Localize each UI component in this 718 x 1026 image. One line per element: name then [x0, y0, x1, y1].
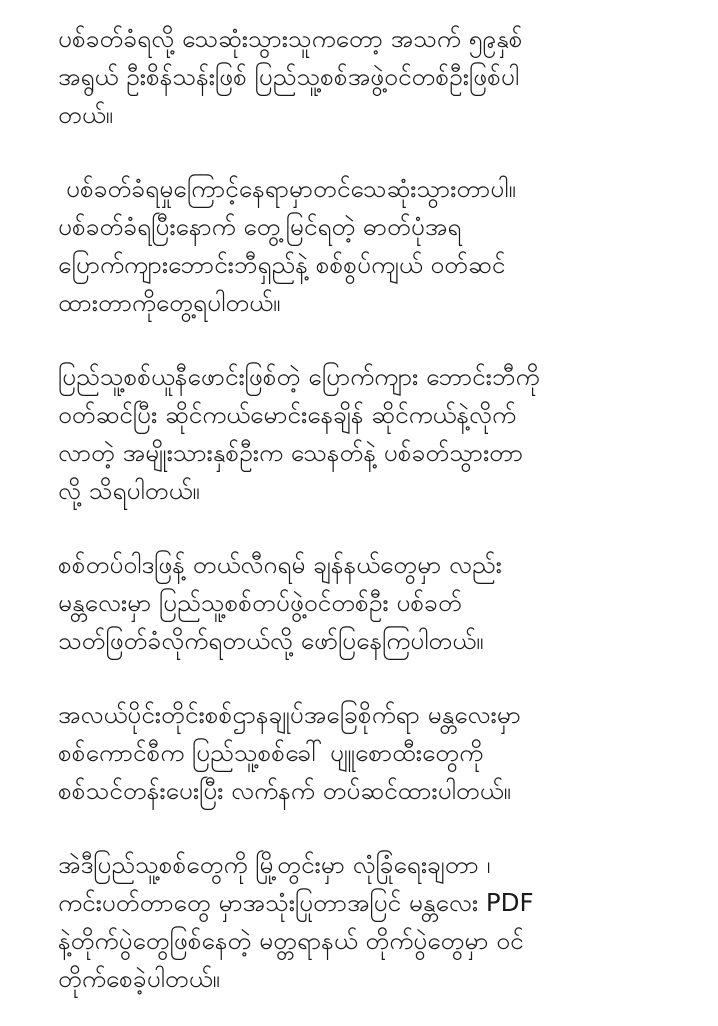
text-line: ကင်းပတ်တာတွေ မှာအသုံးပြုတာအပြင် မန္တလေး PDF — [58, 888, 534, 917]
paragraph-2 — [58, 170, 674, 322]
text-line: နဲ့တိုက်ပွဲတွေဖြစ်နေတဲ့ မတ္တရာနယ် တိုက်ပွဲတွေမှာ ဝင် — [58, 926, 524, 955]
text-line: ဝတ်ဆင်ပြီး ဆိုင်ကယ်မောင်းနေချိန် ဆိုင်ကယ်နဲ့လိုက် — [58, 400, 516, 429]
text-line: စစ်ကောင်စီက ပြည်သူ့စစ်ခေါ် ပျူစောထီးတွေကို — [58, 738, 484, 767]
text-line: ပြည်သူ့စစ်ယူနီဖောင်းဖြစ်တဲ့ ပြောက်ကျား ဘောင်းဘီကို — [58, 362, 540, 391]
text-line: တိုက်စေခဲ့ပါတယ်။ — [58, 964, 220, 993]
paragraph-4 — [58, 546, 674, 660]
text-line: ပစ်ခတ်ခံရပြီးနောက် တွေ့မြင်ရတဲ့ ဓာတ်ပုံအရ — [58, 212, 462, 241]
paragraph-5 — [58, 696, 674, 810]
paragraph-3 — [58, 358, 674, 510]
text-line: စစ်တပ်ဝါဒဖြန့် တယ်လီဂရမ် ချန်နယ်တွေမှာ လည်း — [58, 550, 502, 579]
text-line: အဲဒီပြည်သူ့စစ်တွေကို မြို့တွင်းမှာ လုံခြုံရေးချတာ ၊ — [58, 850, 491, 879]
text-line: သတ်ဖြတ်ခံလိုက်ရတယ်လို့ ဖော်ပြနေကြပါတယ်။ — [58, 626, 484, 655]
text-line: လို့ သိရပါတယ်။ — [58, 476, 200, 505]
paragraph-6 — [58, 846, 674, 998]
paragraph-1 — [58, 20, 674, 134]
text-line: လာတဲ့ အမျိုးသားနှစ်ဦးက သေနတ်နဲ့ ပစ်ခတ်သွားတာ — [58, 438, 524, 467]
text-line: စစ်သင်တန်းပေးပြီး လက်နက် တပ်ဆင်ထားပါတယ်။ — [58, 776, 511, 805]
text-line: ပစ်ခတ်ခံရမှုကြောင့်နေရာမှာတင်သေဆုံးသွားတာပါ။ — [66, 174, 516, 203]
text-line: မန္တလေးမှာ ပြည်သူ့စစ်တပ်ဖွဲ့ဝင်တစ်ဦး ပစ်ခတ် — [58, 588, 462, 617]
text-line: ထားတာကိုတွေ့ရပါတယ်။ — [58, 288, 281, 317]
text-line: အရွယ် ဦးစိန်သန်းဖြစ် ပြည်သူ့စစ်အဖွဲ့ဝင်တစ်ဦးဖြစ်ပါ — [58, 62, 520, 91]
text-line: ပစ်ခတ်ခံရလို့ သေဆုံးသွားသူကတော့ အသက် ၅၉နှစ် — [58, 24, 523, 53]
text-line: တယ်။ — [58, 100, 114, 129]
text-line: ပြောက်ကျားဘောင်းဘီရှည်နဲ့ စစ်စွပ်ကျယ် ဝတ်ဆင် — [58, 250, 506, 279]
text-line: အလယ်ပိုင်းတိုင်းစစ်ဌာနချုပ်အခြေစိုက်ရာ မန္တလေးမှာ — [58, 700, 521, 729]
